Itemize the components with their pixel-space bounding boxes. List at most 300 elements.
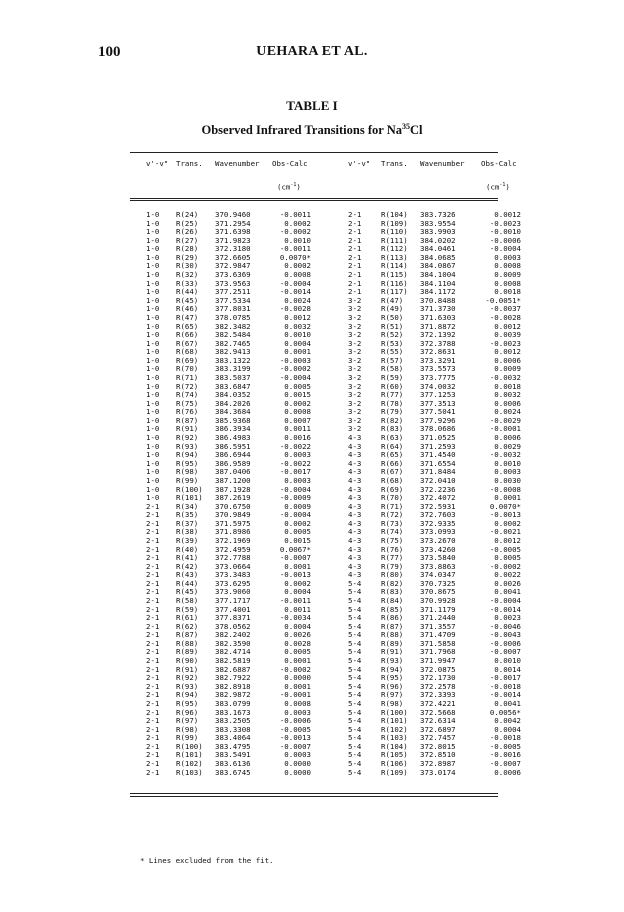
left-cell-vv: 1-0 [146, 424, 160, 434]
table-row [0, 297, 624, 306]
right-cell-obscalc: -0.0051* [485, 295, 521, 305]
left-cell-vv: 2-1 [146, 604, 160, 614]
left-cell-wavenumber: 386.3934 [215, 424, 251, 434]
left-cell-wavenumber: 371.2954 [215, 218, 251, 228]
right-cell-trans: R(96) [381, 681, 404, 691]
table-row [0, 503, 624, 512]
left-cell-wavenumber: 373.6295 [215, 578, 251, 588]
left-cell-trans: R(37) [176, 518, 199, 528]
right-cell-vv: 2-1 [348, 261, 362, 271]
right-cell-vv: 3-2 [348, 338, 362, 348]
table-row [0, 743, 624, 752]
left-cell-trans: R(75) [176, 398, 199, 408]
right-cell-trans: R(59) [381, 372, 404, 382]
left-cell-obscalc: 0.0000 [284, 673, 311, 683]
right-cell-vv: 5-4 [348, 750, 362, 760]
left-cell-wavenumber: 378.0785 [215, 312, 251, 322]
right-cell-vv: 5-4 [348, 587, 362, 597]
right-cell-vv: 4-3 [348, 450, 362, 460]
left-cell-obscalc: -0.0011 [279, 210, 311, 219]
right-cell-obscalc: -0.0013 [489, 510, 521, 520]
header-rule [130, 198, 498, 199]
right-cell-vv: 4-3 [348, 570, 362, 580]
left-cell-obscalc: 0.0001 [284, 347, 311, 357]
left-cell-obscalc: 0.0003 [284, 475, 311, 485]
right-cell-obscalc: 0.0014 [494, 664, 521, 674]
table-row [0, 580, 624, 589]
left-cell-obscalc: 0.0010 [284, 235, 311, 245]
right-cell-obscalc: 0.0039 [494, 330, 521, 340]
table-row [0, 425, 624, 434]
header-vv-left: v'-v" [146, 159, 169, 168]
table-row [0, 245, 624, 254]
right-cell-trans: R(95) [381, 673, 404, 683]
right-cell-vv: 5-4 [348, 681, 362, 691]
left-cell-wavenumber: 386.4983 [215, 433, 251, 443]
right-cell-trans: R(104) [381, 741, 408, 751]
right-cell-vv: 3-2 [348, 295, 362, 305]
left-cell-trans: R(88) [176, 638, 199, 648]
right-cell-vv: 4-3 [348, 535, 362, 545]
left-cell-trans: R(96) [176, 707, 199, 717]
left-cell-obscalc: 0.0067* [279, 544, 311, 554]
right-cell-vv: 4-3 [348, 501, 362, 511]
right-cell-obscalc: 0.0070* [489, 501, 521, 511]
left-cell-obscalc: -0.0034 [279, 613, 311, 623]
table-row [0, 305, 624, 314]
table-row [0, 511, 624, 520]
left-cell-wavenumber: 384.3684 [215, 407, 251, 417]
left-cell-trans: R(69) [176, 355, 199, 365]
right-cell-wavenumber: 377.3513 [420, 398, 456, 408]
right-cell-vv: 2-1 [348, 287, 362, 297]
right-cell-vv: 4-3 [348, 458, 362, 468]
running-head: UEHARA ET AL. [256, 44, 368, 59]
right-cell-trans: R(89) [381, 638, 404, 648]
left-cell-wavenumber: 385.9368 [215, 415, 251, 425]
left-cell-wavenumber: 373.9060 [215, 587, 251, 597]
left-cell-obscalc: -0.0017 [279, 467, 311, 477]
left-cell-trans: R(93) [176, 681, 199, 691]
left-cell-obscalc: -0.0011 [279, 596, 311, 606]
left-cell-vv: 1-0 [146, 355, 160, 365]
right-cell-vv: 4-3 [348, 484, 362, 494]
right-cell-vv: 2-1 [348, 270, 362, 280]
right-cell-obscalc: -0.0021 [489, 527, 521, 537]
right-cell-trans: R(64) [381, 441, 404, 451]
left-cell-vv: 1-0 [146, 467, 160, 477]
left-cell-vv: 2-1 [146, 673, 160, 683]
left-cell-obscalc: 0.0005 [284, 647, 311, 657]
table-row [0, 606, 624, 615]
right-cell-obscalc: -0.0007 [489, 647, 521, 657]
left-cell-obscalc: 0.0011 [284, 424, 311, 434]
left-cell-wavenumber: 383.4064 [215, 733, 251, 743]
right-cell-vv: 3-2 [348, 415, 362, 425]
right-cell-obscalc: -0.0006 [489, 638, 521, 648]
left-cell-vv: 2-1 [146, 553, 160, 563]
left-cell-obscalc: -0.0022 [279, 458, 311, 468]
left-cell-obscalc: -0.0002 [279, 227, 311, 237]
header-wavenumber-left: Wavenumber [215, 159, 260, 168]
right-cell-obscalc: 0.0030 [494, 475, 521, 485]
right-cell-trans: R(60) [381, 381, 404, 391]
left-cell-trans: R(26) [176, 227, 199, 237]
right-cell-trans: R(76) [381, 544, 404, 554]
right-cell-vv: 3-2 [348, 330, 362, 340]
left-cell-vv: 2-1 [146, 690, 160, 700]
right-cell-obscalc: -0.0007 [489, 759, 521, 768]
left-cell-trans: R(33) [176, 278, 199, 288]
table-row [0, 331, 624, 340]
left-cell-wavenumber: 373.9563 [215, 278, 251, 288]
left-cell-vv: 1-0 [146, 312, 160, 322]
left-cell-vv: 2-1 [146, 535, 160, 545]
left-cell-vv: 1-0 [146, 450, 160, 460]
left-cell-wavenumber: 383.6745 [215, 767, 251, 777]
table-row [0, 563, 624, 572]
left-cell-vv: 2-1 [146, 570, 160, 580]
left-cell-vv: 2-1 [146, 587, 160, 597]
left-cell-vv: 1-0 [146, 372, 160, 382]
left-cell-vv: 1-0 [146, 330, 160, 340]
right-cell-trans: R(116) [381, 278, 408, 288]
left-cell-obscalc: 0.0001 [284, 656, 311, 666]
table-row [0, 769, 624, 778]
left-cell-trans: R(87) [176, 630, 199, 640]
right-cell-obscalc: 0.0023 [494, 613, 521, 623]
right-cell-obscalc: 0.0029 [494, 441, 521, 451]
right-cell-obscalc: -0.0037 [489, 304, 521, 314]
right-cell-wavenumber: 373.7775 [420, 372, 456, 382]
right-cell-obscalc: -0.0008 [489, 484, 521, 494]
caption-suffix: Cl [409, 123, 423, 138]
right-cell-vv: 3-2 [348, 372, 362, 382]
right-cell-wavenumber: 373.3291 [420, 355, 456, 365]
footnote: * Lines excluded from the fit. [140, 856, 274, 865]
table-row [0, 374, 624, 383]
units-right: $(cm^{-1})$ [486, 182, 510, 192]
left-cell-trans: R(65) [176, 321, 199, 331]
top-rule [130, 152, 498, 153]
right-cell-vv: 3-2 [348, 312, 362, 322]
table-row [0, 709, 624, 718]
left-cell-vv: 2-1 [146, 750, 160, 760]
left-cell-wavenumber: 371.8986 [215, 527, 251, 537]
left-cell-vv: 1-0 [146, 252, 160, 262]
right-cell-wavenumber: 377.9296 [420, 415, 456, 425]
left-cell-wavenumber: 372.3180 [215, 244, 251, 254]
right-cell-wavenumber: 372.8510 [420, 750, 456, 760]
right-cell-trans: R(71) [381, 501, 404, 511]
left-cell-vv: 2-1 [146, 741, 160, 751]
left-cell-obscalc: 0.0002 [284, 578, 311, 588]
right-cell-vv: 5-4 [348, 621, 362, 631]
left-cell-wavenumber: 387.1200 [215, 475, 251, 485]
left-cell-obscalc: 0.0016 [284, 433, 311, 443]
right-cell-trans: R(110) [381, 227, 408, 237]
right-cell-wavenumber: 384.0461 [420, 244, 456, 254]
left-cell-vv: 1-0 [146, 347, 160, 357]
right-cell-trans: R(84) [381, 596, 404, 606]
left-cell-wavenumber: 373.0664 [215, 561, 251, 571]
left-cell-trans: R(66) [176, 330, 199, 340]
left-cell-obscalc: -0.0007 [279, 553, 311, 563]
table-row [0, 348, 624, 357]
left-cell-trans: R(29) [176, 252, 199, 262]
left-cell-vv: 2-1 [146, 759, 160, 768]
left-cell-wavenumber: 377.2511 [215, 287, 251, 297]
right-cell-obscalc: 0.0006 [494, 398, 521, 408]
right-cell-vv: 5-4 [348, 604, 362, 614]
left-cell-vv: 2-1 [146, 733, 160, 743]
table-row [0, 666, 624, 675]
left-cell-wavenumber: 370.9460 [215, 210, 251, 219]
right-cell-vv: 2-1 [348, 235, 362, 245]
right-cell-vv: 5-4 [348, 638, 362, 648]
right-cell-wavenumber: 371.0525 [420, 433, 456, 443]
right-cell-obscalc: 0.0032 [494, 390, 521, 400]
left-cell-trans: R(101) [176, 750, 203, 760]
left-cell-vv: 2-1 [146, 698, 160, 708]
right-cell-vv: 4-3 [348, 553, 362, 563]
left-cell-vv: 2-1 [146, 544, 160, 554]
left-cell-trans: R(91) [176, 664, 199, 674]
left-cell-vv: 1-0 [146, 270, 160, 280]
left-cell-wavenumber: 371.9823 [215, 235, 251, 245]
right-cell-wavenumber: 377.5041 [420, 407, 456, 417]
left-cell-vv: 1-0 [146, 493, 160, 503]
right-cell-vv: 5-4 [348, 759, 362, 768]
left-cell-wavenumber: 382.5819 [215, 656, 251, 666]
right-cell-vv: 4-3 [348, 441, 362, 451]
units-left: $(cm^{-1})$ [277, 182, 301, 192]
right-cell-trans: R(113) [381, 252, 408, 262]
right-cell-trans: R(52) [381, 330, 404, 340]
left-cell-wavenumber: 377.4001 [215, 604, 251, 614]
left-cell-trans: R(70) [176, 364, 199, 374]
right-cell-wavenumber: 372.7457 [420, 733, 456, 743]
left-cell-vv: 1-0 [146, 484, 160, 494]
left-cell-vv: 1-0 [146, 244, 160, 254]
right-cell-obscalc: 0.0022 [494, 570, 521, 580]
right-cell-obscalc: 0.0010 [494, 656, 521, 666]
right-cell-trans: R(82) [381, 578, 404, 588]
left-cell-trans: R(44) [176, 578, 199, 588]
right-cell-vv: 5-4 [348, 724, 362, 734]
right-cell-obscalc: -0.0032 [489, 450, 521, 460]
right-cell-trans: R(104) [381, 210, 408, 219]
right-cell-wavenumber: 384.1172 [420, 287, 456, 297]
right-cell-obscalc: 0.0006 [494, 767, 521, 777]
right-cell-wavenumber: 372.8015 [420, 741, 456, 751]
transitions-table [0, 211, 624, 777]
left-cell-obscalc: -0.0002 [279, 664, 311, 674]
table-row [0, 211, 624, 220]
left-cell-obscalc: 0.0005 [284, 381, 311, 391]
left-cell-wavenumber: 372.1969 [215, 535, 251, 545]
right-cell-wavenumber: 371.3557 [420, 621, 456, 631]
right-cell-trans: R(79) [381, 561, 404, 571]
right-cell-vv: 5-4 [348, 741, 362, 751]
right-cell-obscalc: 0.0003 [494, 467, 521, 477]
right-cell-trans: R(86) [381, 613, 404, 623]
right-cell-vv: 3-2 [348, 364, 362, 374]
table-row [0, 477, 624, 486]
left-cell-obscalc: -0.0028 [279, 304, 311, 314]
left-cell-vv: 2-1 [146, 707, 160, 717]
left-cell-trans: R(94) [176, 690, 199, 700]
right-cell-vv: 5-4 [348, 596, 362, 606]
right-cell-obscalc: -0.0016 [489, 750, 521, 760]
right-cell-trans: R(77) [381, 553, 404, 563]
right-cell-trans: R(58) [381, 364, 404, 374]
right-cell-obscalc: -0.0043 [489, 630, 521, 640]
header-wavenumber-right: Wavenumber [420, 159, 465, 168]
header-obscalc-left: Obs-Calc [272, 159, 308, 168]
left-cell-obscalc: 0.0005 [284, 527, 311, 537]
table-row [0, 631, 624, 640]
right-cell-vv: 5-4 [348, 716, 362, 726]
left-cell-wavenumber: 382.6887 [215, 664, 251, 674]
right-cell-wavenumber: 378.0686 [420, 424, 456, 434]
right-cell-obscalc: -0.0014 [489, 690, 521, 700]
right-cell-trans: R(93) [381, 656, 404, 666]
right-cell-vv: 3-2 [348, 355, 362, 365]
left-cell-obscalc: 0.0070* [279, 252, 311, 262]
left-cell-vv: 2-1 [146, 510, 160, 520]
right-cell-wavenumber: 370.8488 [420, 295, 456, 305]
left-cell-wavenumber: 370.6750 [215, 501, 251, 511]
left-cell-trans: R(92) [176, 673, 199, 683]
right-cell-obscalc: 0.0008 [494, 278, 521, 288]
left-cell-obscalc: 0.0003 [284, 450, 311, 460]
right-cell-trans: R(68) [381, 475, 404, 485]
right-cell-wavenumber: 372.4221 [420, 698, 456, 708]
right-cell-obscalc: 0.0012 [494, 347, 521, 357]
right-cell-obscalc: -0.0005 [489, 544, 521, 554]
right-cell-vv: 3-2 [348, 347, 362, 357]
header-trans-left: Trans. [176, 159, 203, 168]
right-cell-obscalc: -0.0028 [489, 312, 521, 322]
left-cell-obscalc: 0.0004 [284, 587, 311, 597]
right-cell-obscalc: -0.0017 [489, 673, 521, 683]
left-cell-obscalc: 0.0003 [284, 707, 311, 717]
left-cell-vv: 1-0 [146, 321, 160, 331]
table-row [0, 734, 624, 743]
left-cell-wavenumber: 387.0406 [215, 467, 251, 477]
left-cell-wavenumber: 387.2619 [215, 493, 251, 503]
left-cell-trans: R(27) [176, 235, 199, 245]
right-cell-obscalc: -0.0004 [489, 596, 521, 606]
left-cell-vv: 2-1 [146, 621, 160, 631]
right-cell-vv: 4-3 [348, 433, 362, 443]
right-cell-obscalc: 0.0012 [494, 321, 521, 331]
left-cell-wavenumber: 384.0352 [215, 390, 251, 400]
right-cell-trans: R(70) [381, 493, 404, 503]
left-cell-trans: R(34) [176, 501, 199, 511]
right-cell-wavenumber: 377.1253 [420, 390, 456, 400]
left-cell-trans: R(24) [176, 210, 199, 219]
right-cell-obscalc: -0.0014 [489, 604, 521, 614]
right-cell-trans: R(53) [381, 338, 404, 348]
right-cell-wavenumber: 373.5573 [420, 364, 456, 374]
left-cell-obscalc: 0.0026 [284, 630, 311, 640]
left-cell-obscalc: -0.0005 [279, 724, 311, 734]
table-row [0, 383, 624, 392]
bottom-rule-double [130, 796, 498, 797]
left-cell-vv: 1-0 [146, 398, 160, 408]
left-cell-obscalc: 0.0028 [284, 638, 311, 648]
left-cell-trans: R(90) [176, 656, 199, 666]
right-cell-trans: R(78) [381, 398, 404, 408]
right-cell-trans: R(72) [381, 510, 404, 520]
right-cell-vv: 5-4 [348, 707, 362, 717]
right-cell-wavenumber: 370.7325 [420, 578, 456, 588]
right-cell-obscalc: 0.0009 [494, 364, 521, 374]
left-cell-trans: R(72) [176, 381, 199, 391]
table-row [0, 408, 624, 417]
right-cell-obscalc: 0.0010 [494, 458, 521, 468]
table-row [0, 237, 624, 246]
left-cell-wavenumber: 383.5037 [215, 372, 251, 382]
page-number: 100 [98, 44, 121, 60]
left-cell-vv: 2-1 [146, 613, 160, 623]
left-cell-wavenumber: 383.5491 [215, 750, 251, 760]
right-cell-trans: R(98) [381, 698, 404, 708]
table-row [0, 528, 624, 537]
left-cell-trans: R(71) [176, 372, 199, 382]
right-cell-wavenumber: 372.9335 [420, 518, 456, 528]
left-cell-trans: R(38) [176, 527, 199, 537]
table-row [0, 262, 624, 271]
table-row [0, 486, 624, 495]
left-cell-trans: R(41) [176, 553, 199, 563]
left-cell-vv: 1-0 [146, 381, 160, 391]
left-cell-vv: 2-1 [146, 518, 160, 528]
caption-mass-number: 35 [401, 122, 410, 131]
left-cell-obscalc: 0.0002 [284, 398, 311, 408]
left-cell-trans: R(25) [176, 218, 199, 228]
left-cell-wavenumber: 387.1928 [215, 484, 251, 494]
left-cell-trans: R(74) [176, 390, 199, 400]
left-cell-obscalc: 0.0002 [284, 518, 311, 528]
right-cell-wavenumber: 372.2578 [420, 681, 456, 691]
table-row [0, 520, 624, 529]
right-cell-trans: R(88) [381, 630, 404, 640]
left-cell-trans: R(94) [176, 450, 199, 460]
left-cell-vv: 1-0 [146, 338, 160, 348]
right-cell-obscalc: 0.0012 [494, 210, 521, 219]
left-cell-obscalc: -0.0009 [279, 493, 311, 503]
table-row [0, 760, 624, 769]
left-cell-trans: R(28) [176, 244, 199, 254]
right-cell-obscalc: 0.0006 [494, 433, 521, 443]
left-cell-vv: 2-1 [146, 664, 160, 674]
right-cell-wavenumber: 373.0174 [420, 767, 456, 777]
right-cell-obscalc: -0.0023 [489, 338, 521, 348]
left-cell-wavenumber: 371.5975 [215, 518, 251, 528]
right-cell-wavenumber: 371.7968 [420, 647, 456, 657]
left-cell-obscalc: -0.0007 [279, 741, 311, 751]
left-cell-trans: R(46) [176, 304, 199, 314]
left-cell-obscalc: 0.0000 [284, 767, 311, 777]
right-cell-trans: R(112) [381, 244, 408, 254]
right-cell-trans: R(94) [381, 664, 404, 674]
left-cell-wavenumber: 383.2505 [215, 716, 251, 726]
left-cell-wavenumber: 382.2402 [215, 630, 251, 640]
left-cell-trans: R(61) [176, 613, 199, 623]
